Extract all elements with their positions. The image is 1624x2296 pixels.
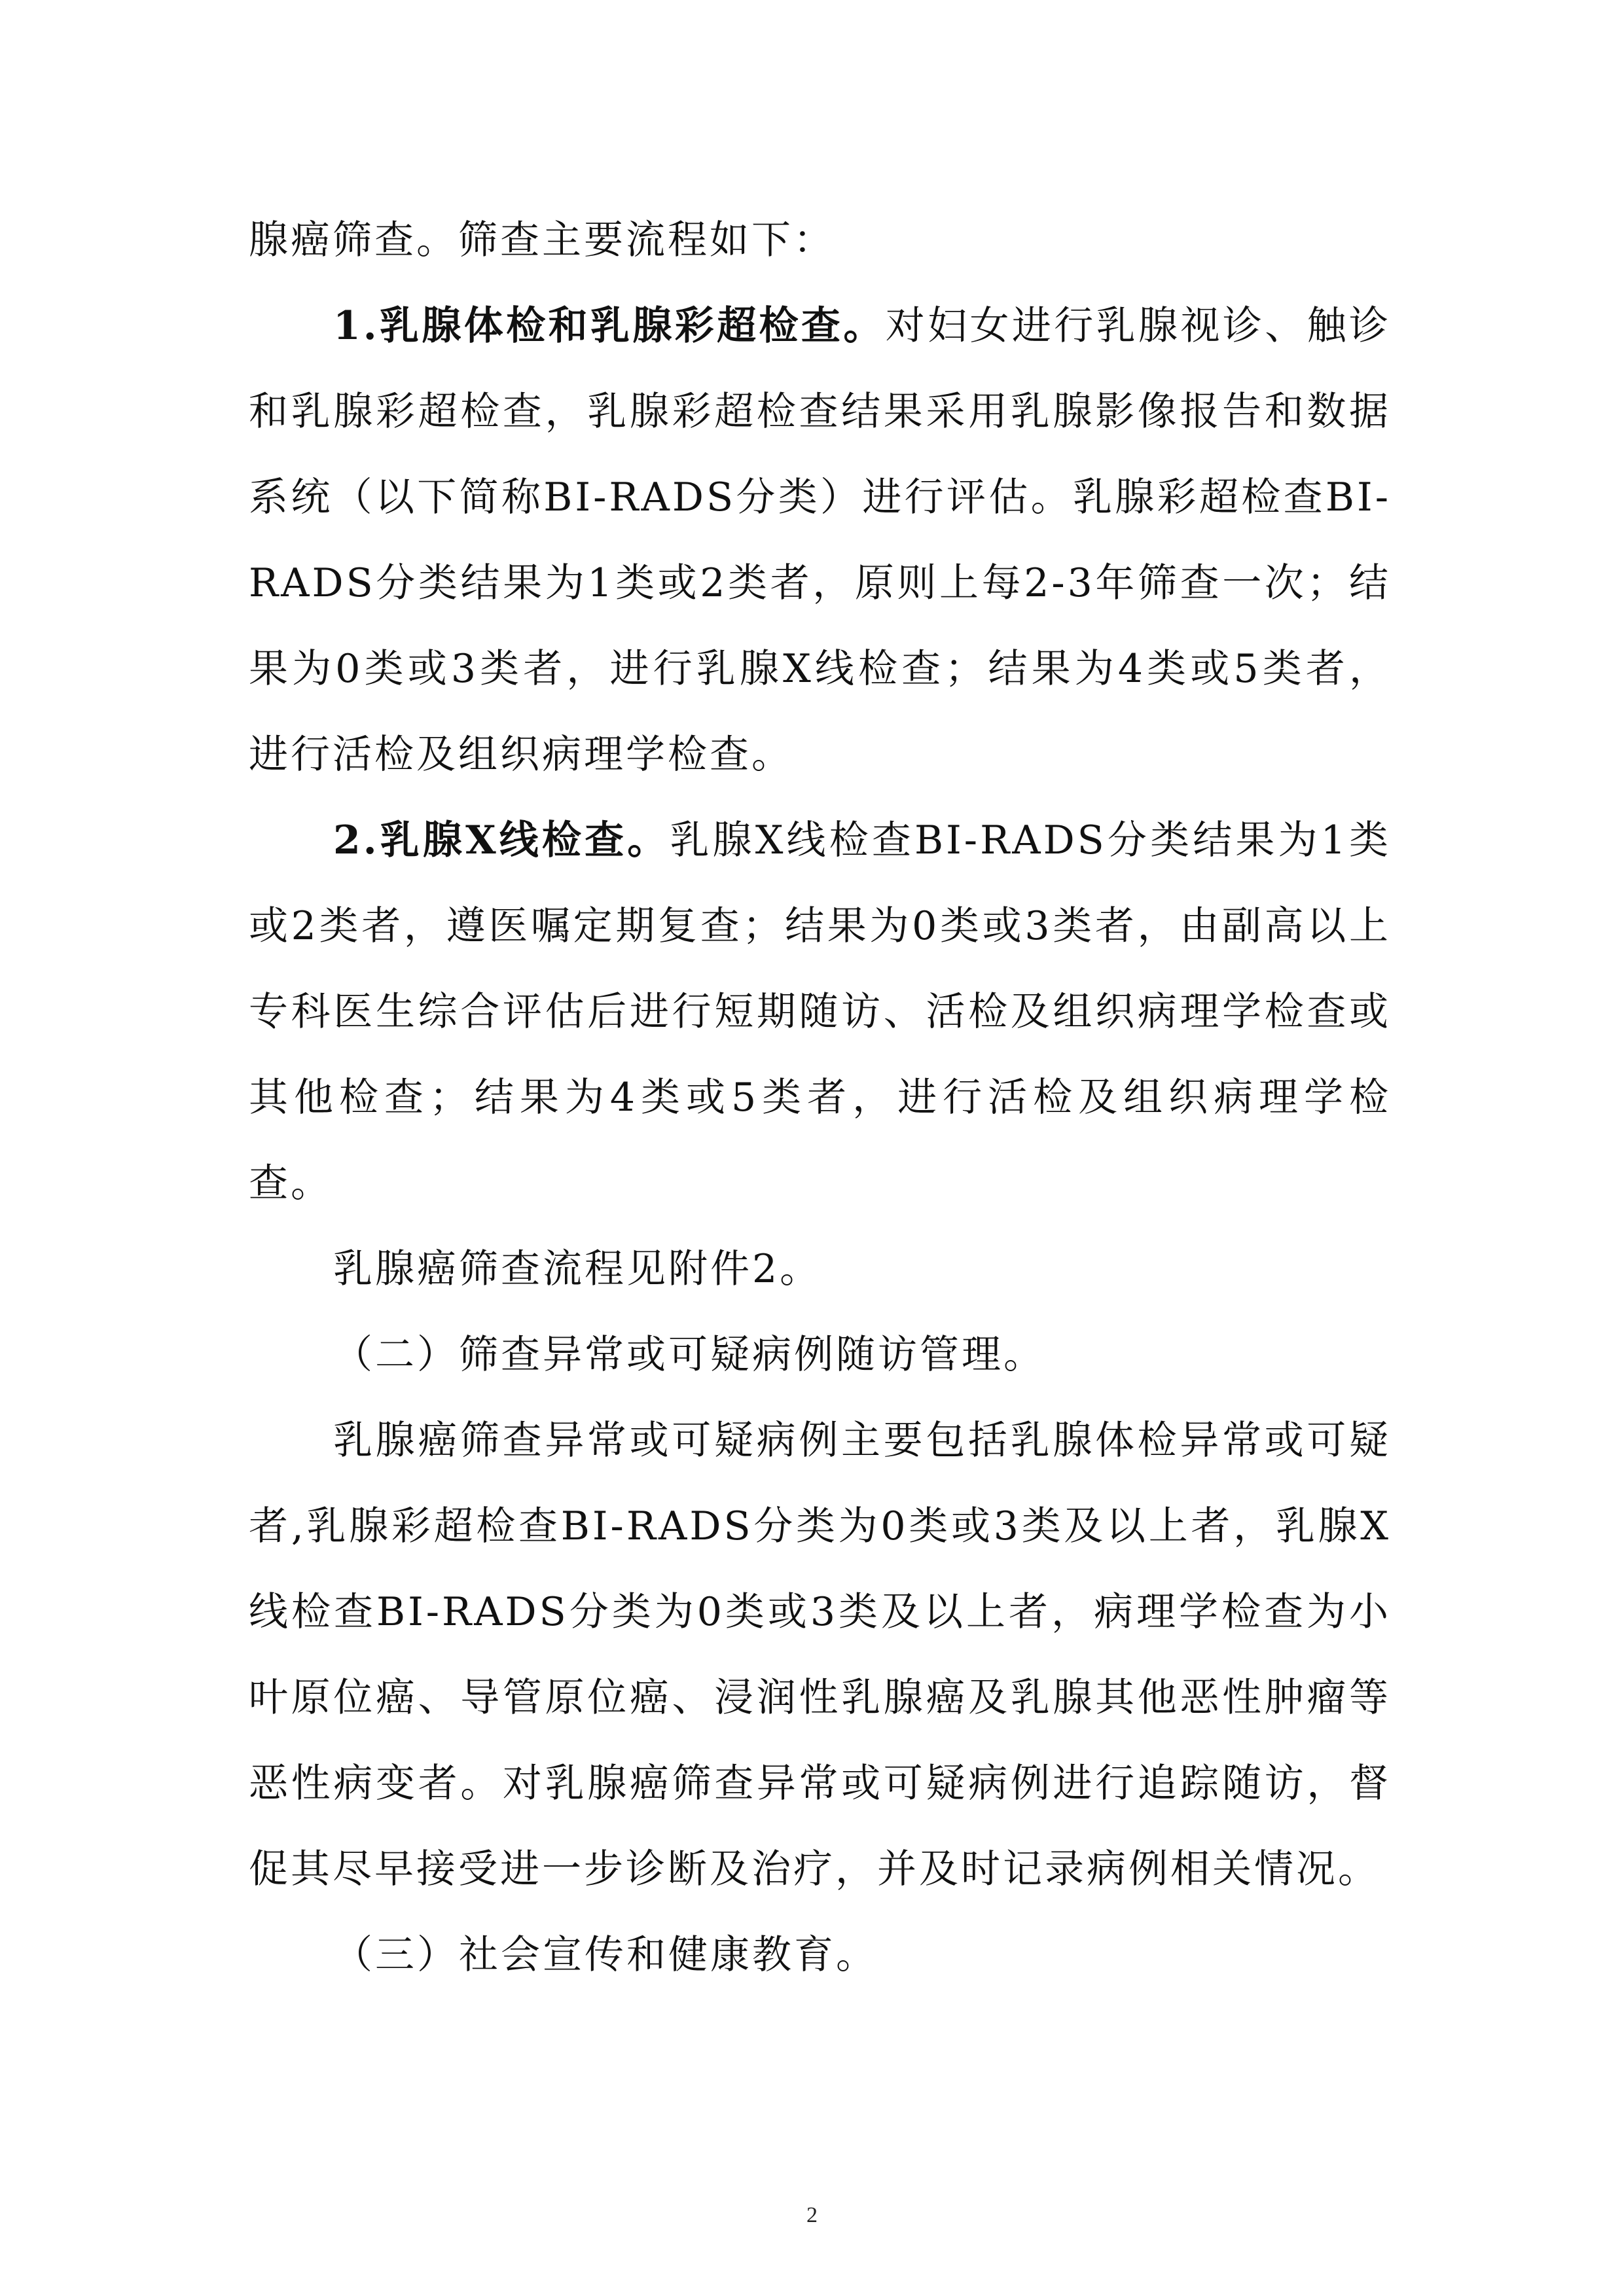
heading-text: （二）筛查异常或可疑病例随访管理。 <box>333 1332 1045 1378</box>
paragraph-breast-exam-ultrasound <box>249 283 1391 798</box>
paragraph-mammography <box>249 798 1391 1227</box>
paragraph-flow-reference <box>249 1227 1391 1312</box>
document-body <box>249 198 1391 1998</box>
paragraph-text: 乳腺癌筛查流程见附件2。 <box>333 1246 822 1292</box>
section-lead-mammography: 2.乳腺X线检查。 <box>333 817 670 863</box>
page-number: 2 <box>806 2203 818 2227</box>
paragraph-abnormal-cases <box>249 1398 1391 1912</box>
section-heading-education <box>249 1912 1391 1998</box>
paragraph-text: 对妇女进行乳腺视诊、触诊和乳腺彩超检查，乳腺彩超检查结果采用乳腺影像报告和数据系统（以下简称BI-RADS分类）进行评估。乳腺彩超检查BI-RADS分类结果为1类或2类者，原则上每2-3年筛查一次；结果为0类或3类者，进行乳腺X线检查；结果为4类或5类者，进行活检及组织病理学检查。 <box>249 303 1392 778</box>
paragraph-text: 乳腺癌筛查异常或可疑病例主要包括乳腺体检异常或可疑者,乳腺彩超检查BI-RADS分类为0类或3类及以上者，乳腺X线检查BI-RADS分类为0类或3类及以上者，病理学检查为小叶原位癌、导管原位癌、浸润性乳腺癌及乳腺其他恶性肿瘤等恶性病变者。对乳腺癌筛查异常或可疑病例进行追踪随访，督促其尽早接受进一步诊断及治疗，并及时记录病例相关情况。 <box>249 1418 1391 1892</box>
paragraph-text: 腺癌筛查。筛查主要流程如下： <box>249 217 835 263</box>
heading-text: （三）社会宣传和健康教育。 <box>333 1932 878 1978</box>
section-heading-followup <box>249 1312 1391 1398</box>
section-lead-breast-exam: 1.乳腺体检和乳腺彩超检查。 <box>333 303 886 349</box>
paragraph-continuation <box>249 198 1391 283</box>
paragraph-text: 乳腺X线检查BI-RADS分类结果为1类或2类者，遵医嘱定期复查；结果为0类或3类者，由副高以上专科医生综合评估后进行短期随访、活检及组织病理学检查或其他检查；结果为4类或5类者，进行活检及组织病理学检查。 <box>249 817 1391 1206</box>
